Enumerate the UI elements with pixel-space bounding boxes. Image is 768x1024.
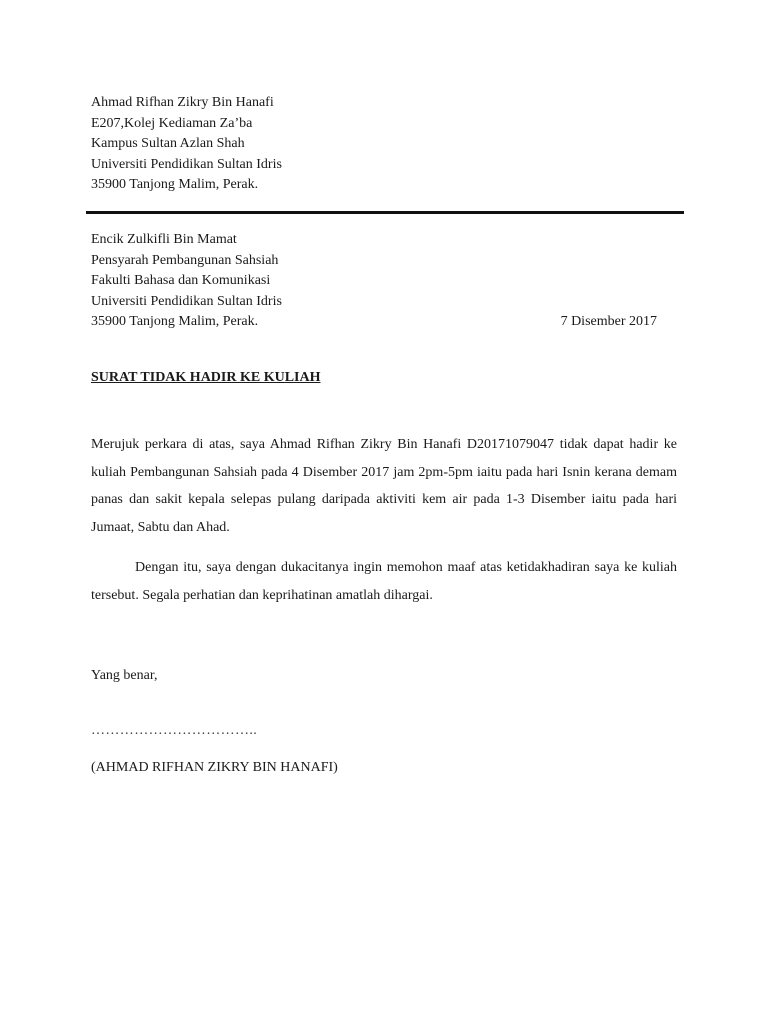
sender-address-line: 35900 Tanjong Malim, Perak. <box>91 177 259 192</box>
sender-address-line: Universiti Pendidikan Sultan Idris <box>91 156 282 172</box>
signature-line: …………………………….. <box>91 723 258 738</box>
recipient-address-line: Fakulti Bahasa dan Komunikasi <box>91 273 271 288</box>
body-paragraph: Merujuk perkara di atas, saya Ahmad Rifhan Zikry Bin Hanafi D20171079047 tidak dapat hadir ke kuliah Pembangunan Sahsiah pada 4 Disember 2017 jam 2pm-5pm iaitu pada hari Isnin kerana demam panas dan sakit kepala selepas pulang daripada aktiviti kem air pada 1-3 Disember iaitu pada hari Jumaat, Sabtu dan Ahad. <box>91 437 677 535</box>
recipient-address-line: Universiti Pendidikan Sultan Idris <box>91 293 282 309</box>
sender-name: Ahmad Rifhan Zikry Bin Hanafi <box>91 95 274 110</box>
letter-subject: SURAT TIDAK HADIR KE KULIAH <box>91 370 321 385</box>
sender-address-line: E207,Kolej Kediaman Za’ba <box>91 115 253 131</box>
signature-name: (AHMAD RIFHAN ZIKRY BIN HANAFI) <box>91 760 338 775</box>
recipient-address <box>91 230 661 333</box>
recipient-address-line: Pensyarah Pembangunan Sahsiah <box>91 252 279 268</box>
sender-address <box>91 93 282 196</box>
letter-date: 7 Disember 2017 <box>560 314 657 329</box>
recipient-last-row <box>91 312 661 333</box>
body-paragraph: Dengan itu, saya dengan dukacitanya ingin memohon maaf atas ketidakhadiran saya ke kuliah tersebut. Segala perhatian dan keprihatinan amatlah dihargai. <box>91 560 677 603</box>
header-divider <box>86 211 684 214</box>
closing-salutation: Yang benar, <box>91 668 158 683</box>
sender-address-line: Kampus Sultan Azlan Shah <box>91 136 245 151</box>
recipient-name: Encik Zulkifli Bin Mamat <box>91 232 237 247</box>
recipient-address-line: 35900 Tanjong Malim, Perak. <box>91 314 259 329</box>
